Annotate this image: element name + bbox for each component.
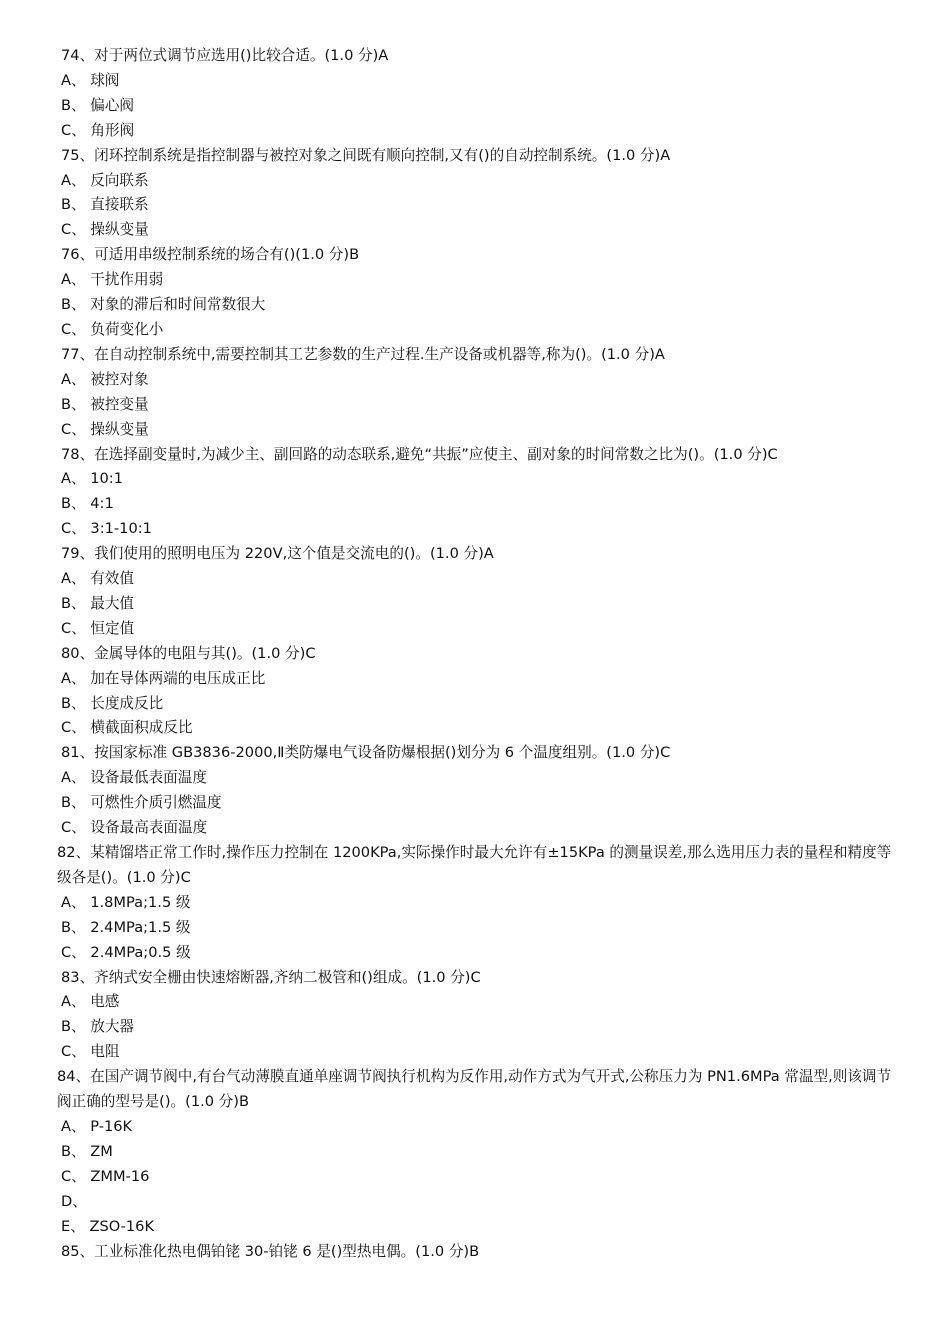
option-a: A、 反向联系 (61, 171, 149, 189)
question-76 (61, 243, 897, 343)
option-d: D、 (61, 1192, 87, 1210)
option-a: A、 P-16K (61, 1117, 133, 1135)
question-text: 80、金属导体的电阻与其()。(1.0 分)C (61, 644, 316, 662)
option-c: C、 操纵变量 (61, 221, 149, 239)
option-b: B、 长度成反比 (61, 694, 164, 712)
option-e: E、 ZSO-16K (61, 1217, 155, 1235)
question-79 (61, 542, 897, 642)
question-85 (61, 1240, 897, 1265)
option-c: C、 ZMM-16 (61, 1167, 150, 1185)
question-82 (57, 841, 897, 966)
question-75 (61, 144, 897, 244)
option-c: C、 2.4MPa;0.5 级 (61, 943, 191, 961)
option-b: B、 最大值 (61, 594, 135, 612)
option-a: A、 球阀 (61, 71, 120, 89)
question-text: 75、闭环控制系统是指控制器与被控对象之间既有顺向控制,又有()的自动控制系统。(1.0 分)A (61, 146, 671, 164)
question-text: 81、按国家标准 GB3836-2000,Ⅱ类防爆电气设备防爆根据()划分为 6 个温度组别。(1.0 分)C (61, 744, 671, 762)
question-78 (61, 443, 897, 543)
question-list (57, 44, 897, 1264)
question-text: 79、我们使用的照明电压为 220V,这个值是交流电的()。(1.0 分)A (61, 545, 494, 563)
option-b: B、 ZM (61, 1142, 113, 1160)
option-b: B、 直接联系 (61, 196, 149, 214)
option-b: B、 偏心阀 (61, 96, 135, 114)
question-text: 82、某精馏塔正常工作时,操作压力控制在 1200KPa,实际操作时最大允许有±15KPa 的测量误差,那么选用压力表的量程和精度等级各是()。(1.0 分)C (57, 844, 892, 886)
option-b: B、 可燃性介质引燃温度 (61, 794, 222, 812)
question-84 (57, 1065, 897, 1239)
option-a: A、 有效值 (61, 570, 134, 588)
question-83 (61, 966, 897, 1066)
option-b: B、 放大器 (61, 1018, 135, 1036)
question-text: 83、齐纳式安全栅由快速熔断器,齐纳二极管和()组成。(1.0 分)C (61, 968, 481, 986)
question-74 (61, 44, 897, 144)
option-a: A、 1.8MPa;1.5 级 (61, 893, 191, 911)
option-c: C、 操纵变量 (61, 420, 149, 438)
question-text: 76、可适用串级控制系统的场合有()(1.0 分)B (61, 246, 360, 264)
option-a: A、 加在导体两端的电压成正比 (61, 669, 266, 687)
option-a: A、 电感 (61, 993, 120, 1011)
question-text: 85、工业标准化热电偶铂铑 30-铂铑 6 是()型热电偶。(1.0 分)B (61, 1242, 480, 1260)
question-80 (61, 642, 897, 742)
option-a: A、 10:1 (61, 470, 123, 488)
option-c: C、 电阻 (61, 1043, 120, 1061)
option-c: C、 负荷变化小 (61, 320, 164, 338)
option-a: A、 干扰作用弱 (61, 271, 164, 289)
option-b: B、 4:1 (61, 495, 114, 513)
question-81 (61, 741, 897, 841)
question-text: 77、在自动控制系统中,需要控制其工艺参数的生产过程.生产设备或机器等,称为()。(1.0 分)A (61, 345, 665, 363)
option-c: C、 恒定值 (61, 619, 135, 637)
option-c: C、 设备最高表面温度 (61, 819, 208, 837)
option-a: A、 被控对象 (61, 370, 149, 388)
option-a: A、 设备最低表面温度 (61, 769, 207, 787)
option-c: C、 角形阀 (61, 121, 135, 139)
option-c: C、 横截面积成反比 (61, 719, 193, 737)
option-b: B、 2.4MPa;1.5 级 (61, 918, 191, 936)
question-text: 78、在选择副变量时,为减少主、副回路的动态联系,避免“共振”应使主、副对象的时间常数之比为()。(1.0 分)C (61, 445, 778, 463)
question-text: 84、在国产调节阀中,有台气动薄膜直通单座调节阀执行机构为反作用,动作方式为气开式,公称压力为 PN1.6MPa 常温型,则该调节阀正确的型号是()。(1.0 分)B (57, 1068, 892, 1111)
question-77 (61, 343, 897, 443)
option-b: B、 被控变量 (61, 395, 149, 413)
question-text: 74、对于两位式调节应选用()比较合适。(1.0 分)A (61, 47, 389, 64)
option-b: B、 对象的滞后和时间常数很大 (61, 296, 266, 314)
option-c: C、 3:1-10:1 (61, 520, 152, 538)
